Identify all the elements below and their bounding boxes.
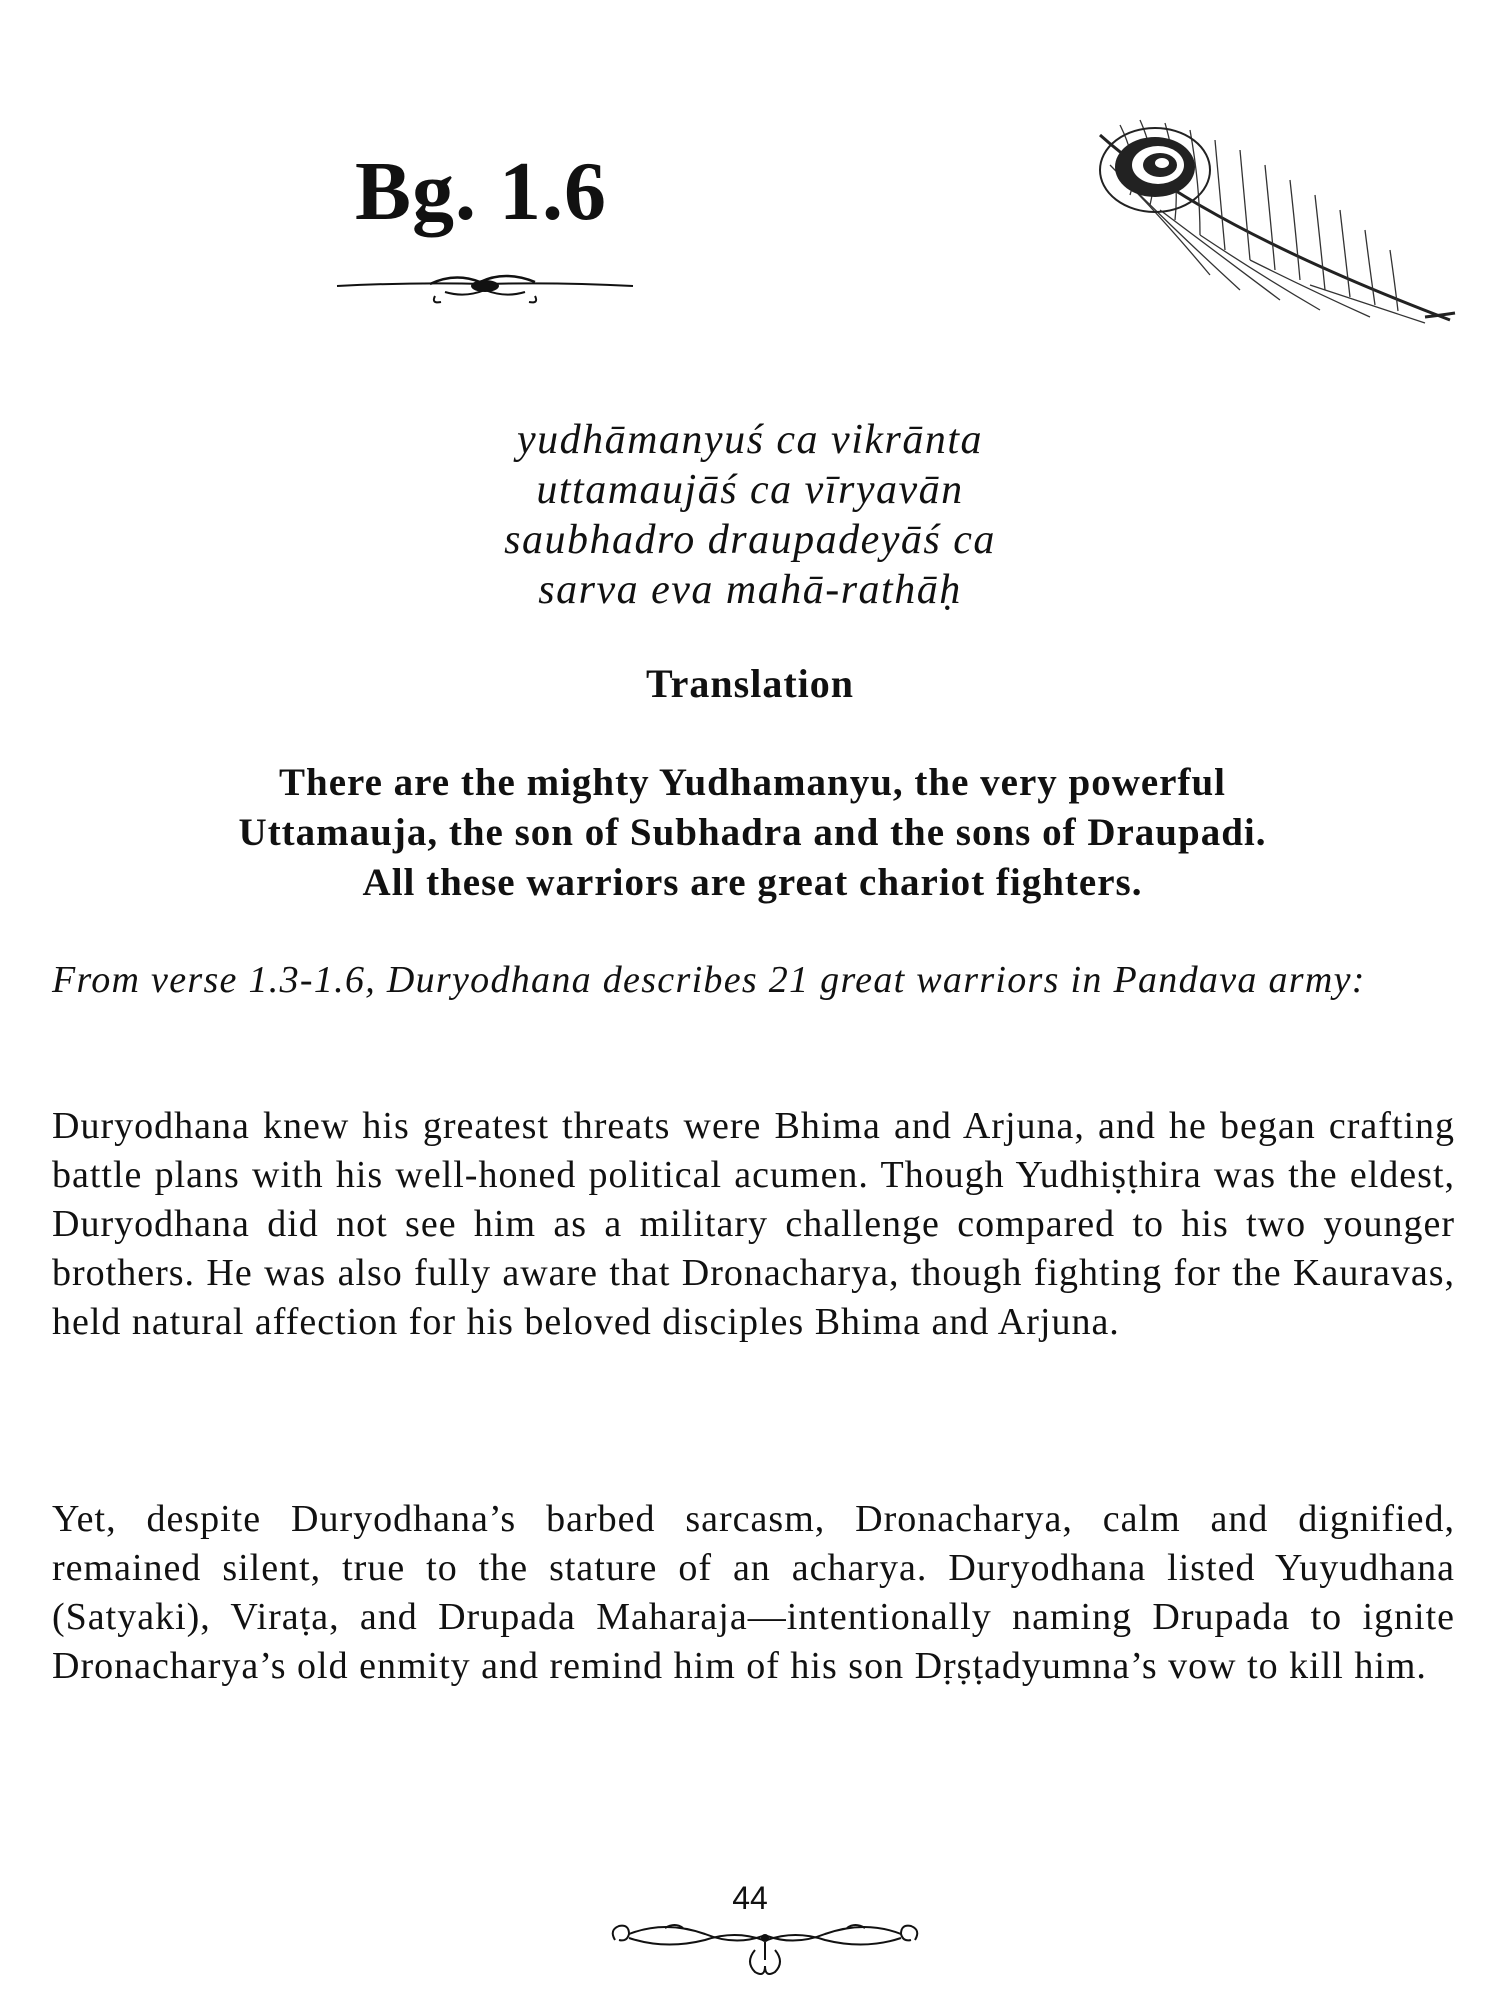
translation-line: There are the mighty Yudhamanyu, the very powerful <box>279 761 1226 804</box>
verse-line: yudhāmanyuś ca vikrānta <box>516 417 984 463</box>
verse-heading: Bg. 1.6 <box>355 145 608 238</box>
page-number: 44 <box>732 1880 768 1916</box>
translation-heading: Translation <box>645 661 855 706</box>
footer-flourish-ornament <box>605 1920 925 1982</box>
translation-line: Uttamauja, the son of Subhadra and the sons of Draupadi. <box>238 811 1267 854</box>
commentary-intro: From verse 1.3-1.6, Duryodhana describes 21 great warriors in Pandava army: <box>52 959 1366 1001</box>
commentary-paragraph: Duryodhana knew his greatest threats were Bhima and Arjuna, and he began crafting battle plans with his well-honed political acumen. Though Yudhiṣṭhira was the eldest, Duryodhana did not see him as a military challenge compared to his two younger brothers. He was also fully aware that Dronacharya, though fighting for the Kauravas, held natural affection for his beloved disciples Bhima and Arjuna. <box>52 1105 1455 1343</box>
heading-flourish-ornament <box>335 268 635 308</box>
verse-line: saubhadro draupadeyāś ca <box>504 517 996 563</box>
translation-text <box>50 758 1455 908</box>
translation-line: All these warriors are great chariot fighters. <box>362 861 1143 904</box>
commentary-paragraph: Yet, despite Duryodhana’s barbed sarcasm, Dronacharya, calm and dignified, remained silent, true to the stature of an acharya. Duryodhana listed Yuyudhana (Satyaki), Viraṭa, and Drupada Maharaja—intentionally naming Drupada to ignite Dronacharya’s old enmity and remind him of his son Dṛṣṭadyumna’s vow to kill him. <box>52 1498 1455 1687</box>
verse-line: uttamaujāś ca vīryavān <box>536 467 964 513</box>
sanskrit-verse <box>0 415 1500 615</box>
verse-line: sarva eva mahā-rathāḥ <box>538 567 962 613</box>
peacock-feather-icon <box>1080 105 1460 345</box>
